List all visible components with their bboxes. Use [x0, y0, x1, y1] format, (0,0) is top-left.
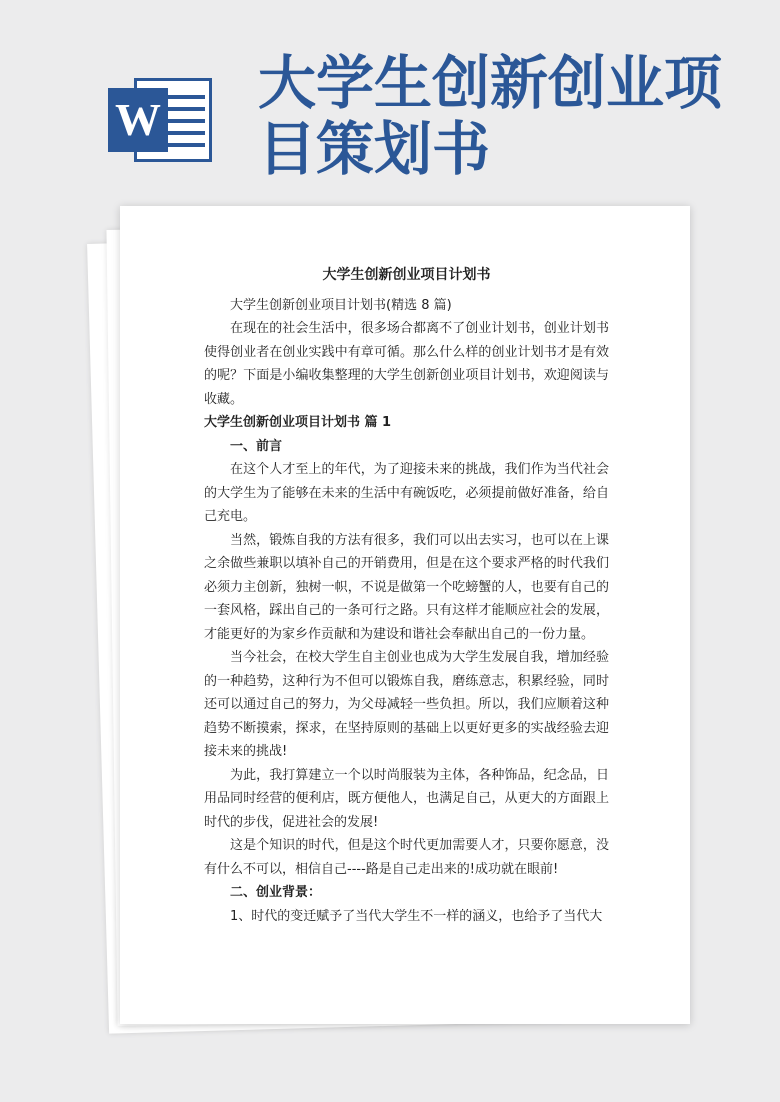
header-banner	[0, 0, 780, 200]
paragraph-5: 这是个知识的时代，但是这个时代更加需要人才，只要你愿意，没有什么不可以，相信自己----路是自己走出来的!成功就在眼前!	[204, 838, 609, 877]
document-content	[204, 264, 609, 928]
document-page	[120, 206, 690, 1024]
section-title: 大学生创新创业项目计划书 篇 1	[204, 415, 392, 430]
page-title: 大学生创新创业项目策划书	[258, 49, 723, 183]
paragraph-4: 为此，我打算建立一个以时尚服装为主体，各种饰品，纪念品，日用品同时经营的便利店，既方便他人，也满足自己，从更大的方面跟上时代的步伐，促进社会的发展!	[204, 767, 609, 830]
word-w-badge: W	[108, 88, 168, 152]
paragraph-3: 当今社会，在校大学生自主创业也成为大学生发展自我，增加经验的一种趋势，这种行为不但可以锻炼自我，磨练意志，积累经验，同时还可以通过自己的努力，为父母减轻一些负担。所以，我们应顺着这种趋势不断摸索，探求，在坚持原则的基础上以更好更多的实战经验去迎接未来的挑战!	[204, 650, 609, 759]
paragraph-6: 1、时代的变迁赋予了当代大学生不一样的涵义，也给予了当代大	[230, 908, 603, 924]
heading-preface: 一、前言	[230, 438, 283, 454]
word-document-icon	[108, 78, 212, 162]
document-subtitle: 大学生创新创业项目计划书(精选 8 篇)	[230, 297, 452, 313]
paragraph-2: 当然，锻炼自我的方法有很多，我们可以出去实习，也可以在上课之余做些兼职以填补自己的开销费用，但是在这个要求严格的时代我们必须力主创新，独树一帜，不说是做第一个吃螃蟹的人，也要有自己的一套风格，踩出自己的一条可行之路。只有这样才能顺应社会的发展，才能更好的为家乡作贡献和为建设和谐社会奉献出自己的一份力量。	[204, 532, 609, 642]
document-title: 大学生创新创业项目计划书	[322, 267, 491, 283]
paragraph-1: 在这个人才至上的年代，为了迎接未来的挑战，我们作为当代社会的大学生为了能够在未来的生活中有碗饭吃，必须提前做好准备，给自己充电。	[204, 462, 609, 524]
intro-paragraph: 在现在的社会生活中，很多场合都离不了创业计划书，创业计划书使得创业者在创业实践中有章可循。那么什么样的创业计划书才是有效的呢？下面是小编收集整理的大学生创新创业项目计划书，欢迎阅读与收藏。	[204, 321, 609, 407]
heading-background: 二、创业背景：	[230, 885, 322, 900]
